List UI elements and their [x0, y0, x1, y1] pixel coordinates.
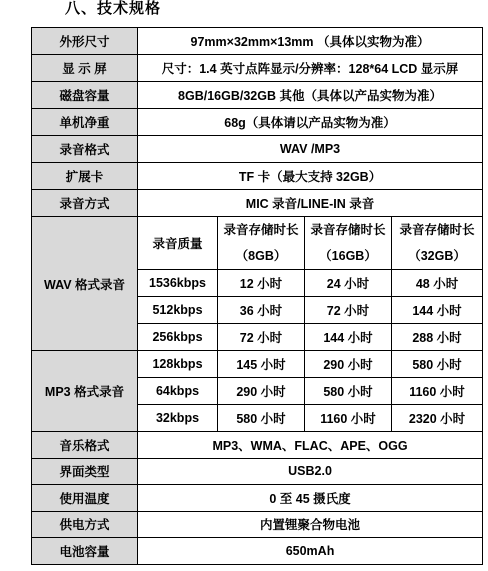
quality-header: 录音质量: [138, 217, 218, 270]
spec-label: 显 示 屏: [32, 55, 138, 82]
duration-16gb: 1160 小时: [305, 405, 392, 432]
spec-label: 单机净重: [32, 109, 138, 136]
bitrate-cell: 128kbps: [138, 351, 218, 378]
spec-row-display: [32, 55, 483, 82]
spec-label: 录音方式: [32, 190, 138, 217]
bitrate-cell: 1536kbps: [138, 270, 218, 297]
duration-8gb: 72 小时: [218, 324, 305, 351]
spec-value: WAV /MP3: [138, 136, 483, 163]
duration-16gb: 144 小时: [305, 324, 392, 351]
spec-row-music-format: [32, 432, 483, 459]
bitrate-cell: 512kbps: [138, 297, 218, 324]
duration-8gb: 290 小时: [218, 378, 305, 405]
spec-row-dimensions: [32, 28, 483, 55]
spec-label: 录音格式: [32, 136, 138, 163]
bitrate-cell: 256kbps: [138, 324, 218, 351]
spec-row-format: [32, 136, 483, 163]
spec-row-card: [32, 163, 483, 190]
spec-value: 650mAh: [138, 538, 483, 565]
spec-row-battery: [32, 538, 483, 565]
duration-32gb: 2320 小时: [392, 405, 483, 432]
bitrate-cell: 32kbps: [138, 405, 218, 432]
spec-row-weight: [32, 109, 483, 136]
spec-table: [31, 27, 483, 565]
duration-8gb: 580 小时: [218, 405, 305, 432]
spec-row-interface: [32, 458, 483, 485]
spec-label: 供电方式: [32, 511, 138, 538]
spec-label: 界面类型: [32, 458, 138, 485]
table-row: [32, 351, 483, 378]
spec-label: 扩展卡: [32, 163, 138, 190]
spec-value: 8GB/16GB/32GB 其他（具体以产品实物为准）: [138, 82, 483, 109]
duration-32gb: 580 小时: [392, 351, 483, 378]
spec-value: 68g（具体请以产品实物为准）: [138, 109, 483, 136]
header-16gb: 录音存储时长（16GB）: [305, 217, 392, 270]
duration-8gb: 145 小时: [218, 351, 305, 378]
recording-header-row: [32, 217, 483, 270]
spec-row-power: [32, 511, 483, 538]
wav-format-label: WAV 格式录音: [32, 217, 138, 351]
mp3-format-label: MP3 格式录音: [32, 351, 138, 432]
duration-32gb: 288 小时: [392, 324, 483, 351]
duration-16gb: 24 小时: [305, 270, 392, 297]
spec-value: MIC 录音/LINE-IN 录音: [138, 190, 483, 217]
section-title: 八、技术规格: [65, 0, 162, 17]
duration-8gb: 12 小时: [218, 270, 305, 297]
spec-label: 磁盘容量: [32, 82, 138, 109]
duration-32gb: 144 小时: [392, 297, 483, 324]
bitrate-cell: 64kbps: [138, 378, 218, 405]
spec-label: 音乐格式: [32, 432, 138, 459]
spec-row-temperature: [32, 485, 483, 512]
spec-label: 外形尺寸: [32, 28, 138, 55]
header-8gb: 录音存储时长（8GB）: [218, 217, 305, 270]
duration-32gb: 48 小时: [392, 270, 483, 297]
duration-16gb: 72 小时: [305, 297, 392, 324]
spec-value: TF 卡（最大支持 32GB）: [138, 163, 483, 190]
spec-value: 内置锂聚合物电池: [138, 511, 483, 538]
spec-label: 使用温度: [32, 485, 138, 512]
spec-value: 尺寸：1.4 英寸点阵显示/分辨率：128*64 LCD 显示屏: [138, 55, 483, 82]
spec-value: 97mm×32mm×13mm （具体以实物为准）: [138, 28, 483, 55]
duration-32gb: 1160 小时: [392, 378, 483, 405]
duration-16gb: 580 小时: [305, 378, 392, 405]
spec-row-method: [32, 190, 483, 217]
duration-8gb: 36 小时: [218, 297, 305, 324]
spec-value: USB2.0: [138, 458, 483, 485]
spec-row-capacity: [32, 82, 483, 109]
spec-label: 电池容量: [32, 538, 138, 565]
duration-16gb: 290 小时: [305, 351, 392, 378]
header-32gb: 录音存储时长（32GB）: [392, 217, 483, 270]
spec-value: MP3、WMA、FLAC、APE、OGG: [138, 432, 483, 459]
spec-value: 0 至 45 摄氏度: [138, 485, 483, 512]
